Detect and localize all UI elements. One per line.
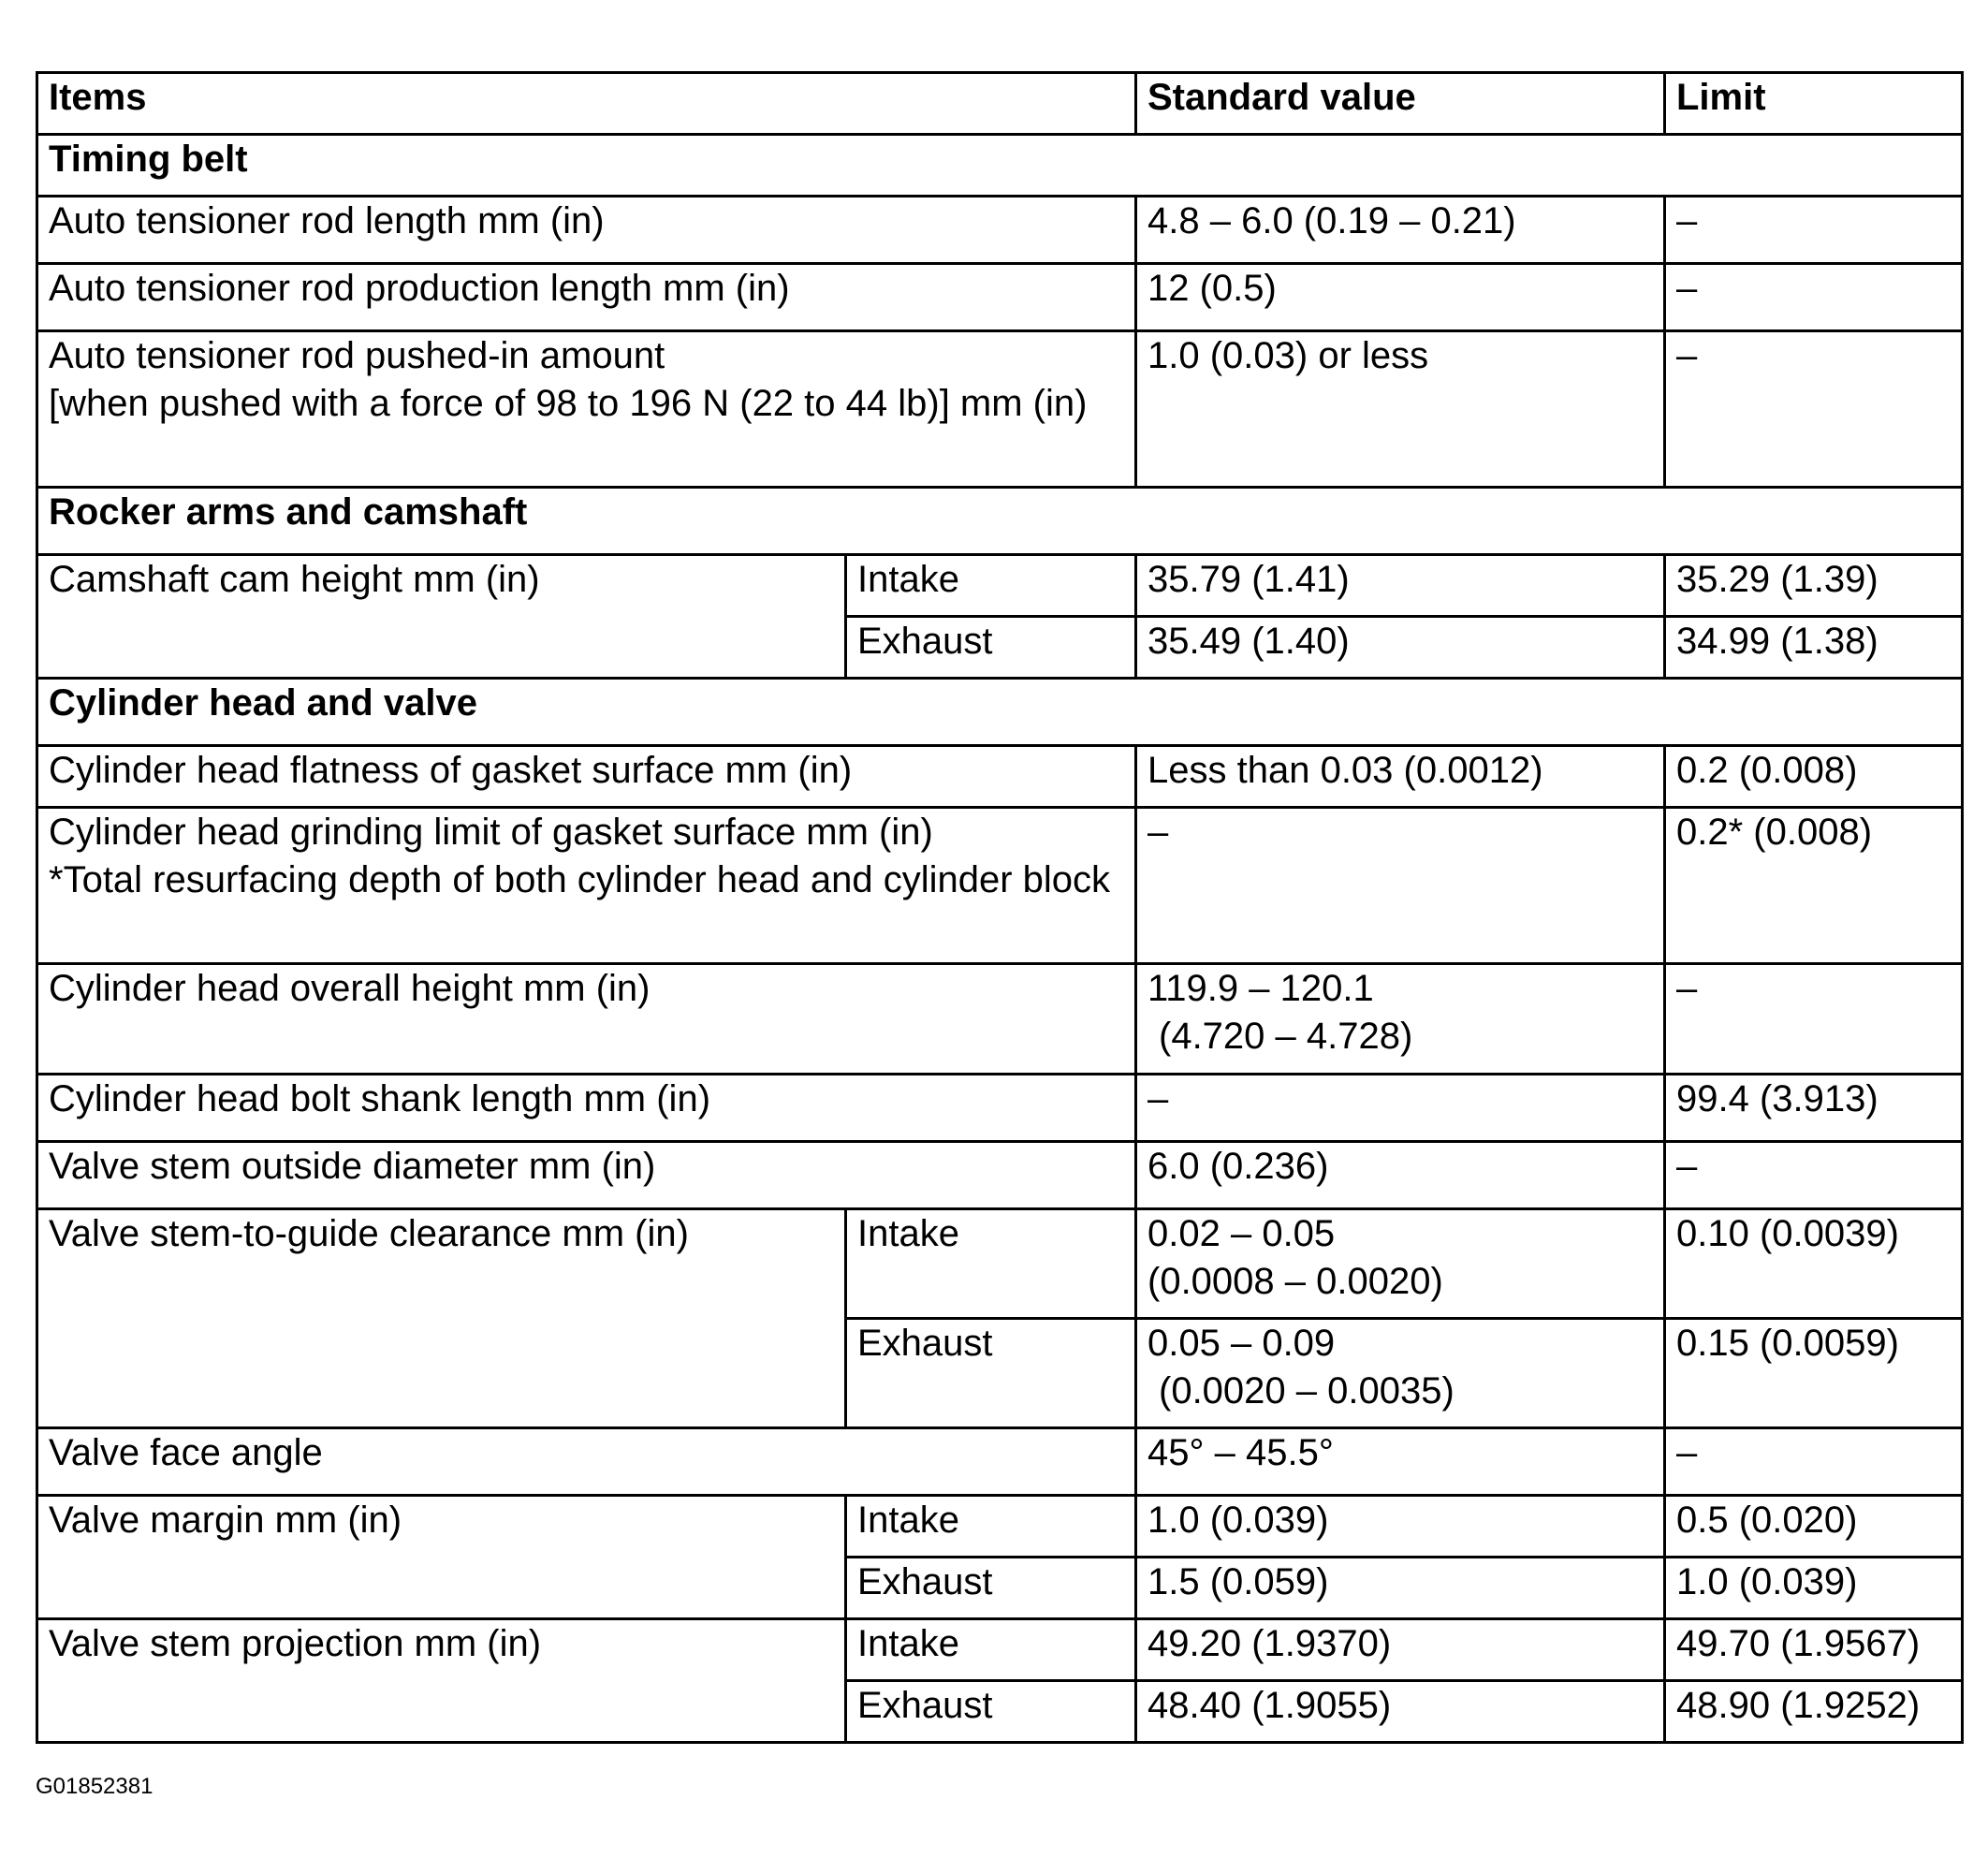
item-cell xyxy=(37,808,1136,964)
item-cell: Valve stem projection mm (in) xyxy=(37,1619,846,1743)
item-cell: Camshaft cam height mm (in) xyxy=(37,555,846,679)
section-title-timing-belt: Timing belt xyxy=(37,135,1963,197)
standard-cell: – xyxy=(1136,1075,1665,1142)
sub-item-cell: Intake xyxy=(846,1209,1136,1319)
standard-cell: 45° – 45.5° xyxy=(1136,1428,1665,1496)
limit-cell: 0.15 (0.0059) xyxy=(1665,1319,1963,1428)
standard-cell: 35.79 (1.41) xyxy=(1136,555,1665,617)
section-title-rocker-arms: Rocker arms and camshaft xyxy=(37,488,1963,555)
limit-cell: 48.90 (1.9252) xyxy=(1665,1681,1963,1743)
table-row xyxy=(37,964,1963,1075)
table-row xyxy=(37,1496,1963,1558)
table-row xyxy=(37,1428,1963,1496)
standard-cell: 49.20 (1.9370) xyxy=(1136,1619,1665,1681)
limit-cell: 99.4 (3.913) xyxy=(1665,1075,1963,1142)
sub-item-cell: Exhaust xyxy=(846,1319,1136,1428)
standard-cell: 48.40 (1.9055) xyxy=(1136,1681,1665,1743)
item-cell: Cylinder head flatness of gasket surface mm (in) xyxy=(37,746,1136,808)
item-cell: Auto tensioner rod length mm (in) xyxy=(37,197,1136,264)
specification-table xyxy=(36,71,1964,1744)
standard-cell: 4.8 – 6.0 (0.19 – 0.21) xyxy=(1136,197,1665,264)
limit-cell: 0.10 (0.0039) xyxy=(1665,1209,1963,1319)
limit-cell: 0.2 (0.008) xyxy=(1665,746,1963,808)
limit-cell: – xyxy=(1665,331,1963,488)
standard-line: (4.720 – 4.728) xyxy=(1159,1016,1413,1057)
table-row xyxy=(37,197,1963,264)
standard-cell xyxy=(1136,1209,1665,1319)
table-row xyxy=(37,1142,1963,1209)
limit-cell: 0.2* (0.008) xyxy=(1665,808,1963,964)
standard-line: (0.0020 – 0.0035) xyxy=(1159,1370,1454,1412)
standard-cell xyxy=(1136,1319,1665,1428)
table-row xyxy=(37,1209,1963,1319)
standard-cell: 12 (0.5) xyxy=(1136,264,1665,331)
figure-code: G01852381 xyxy=(36,1774,153,1799)
header-row xyxy=(37,73,1963,135)
sub-item-cell: Exhaust xyxy=(846,1558,1136,1619)
limit-cell: 1.0 (0.039) xyxy=(1665,1558,1963,1619)
item-cell: Valve face angle xyxy=(37,1428,1136,1496)
item-cell: Valve stem-to-guide clearance mm (in) xyxy=(37,1209,846,1428)
item-line: Cylinder head grinding limit of gasket surface mm (in) xyxy=(49,812,933,853)
sub-item-cell: Intake xyxy=(846,1619,1136,1681)
sub-item-cell: Intake xyxy=(846,1496,1136,1558)
limit-cell: – xyxy=(1665,197,1963,264)
item-cell: Cylinder head bolt shank length mm (in) xyxy=(37,1075,1136,1142)
sub-item-cell: Exhaust xyxy=(846,1681,1136,1743)
item-cell: Valve stem outside diameter mm (in) xyxy=(37,1142,1136,1209)
standard-cell: – xyxy=(1136,808,1665,964)
table-row xyxy=(37,808,1963,964)
standard-cell: 1.0 (0.03) or less xyxy=(1136,331,1665,488)
table-row xyxy=(37,264,1963,331)
header-items: Items xyxy=(37,73,1136,135)
section-row xyxy=(37,679,1963,746)
sub-item-cell: Intake xyxy=(846,555,1136,617)
item-cell: Valve margin mm (in) xyxy=(37,1496,846,1619)
header-limit: Limit xyxy=(1665,73,1963,135)
standard-line: (0.0008 – 0.0020) xyxy=(1147,1261,1443,1302)
item-line: *Total resurfacing depth of both cylinder head and cylinder block xyxy=(49,859,1111,900)
standard-cell: 35.49 (1.40) xyxy=(1136,617,1665,679)
limit-cell: – xyxy=(1665,1428,1963,1496)
section-row xyxy=(37,135,1963,197)
limit-cell: – xyxy=(1665,264,1963,331)
sub-item-cell: Exhaust xyxy=(846,617,1136,679)
standard-cell xyxy=(1136,964,1665,1075)
table-row xyxy=(37,1075,1963,1142)
item-line: Auto tensioner rod pushed-in amount xyxy=(49,335,665,376)
table-row xyxy=(37,1619,1963,1681)
standard-cell: 6.0 (0.236) xyxy=(1136,1142,1665,1209)
standard-cell: 1.5 (0.059) xyxy=(1136,1558,1665,1619)
table-row xyxy=(37,331,1963,488)
item-cell: Auto tensioner rod production length mm (in) xyxy=(37,264,1136,331)
table-row xyxy=(37,746,1963,808)
section-title-cylinder-head: Cylinder head and valve xyxy=(37,679,1963,746)
limit-cell: 34.99 (1.38) xyxy=(1665,617,1963,679)
header-standard-value: Standard value xyxy=(1136,73,1665,135)
standard-line: 0.05 – 0.09 xyxy=(1147,1323,1336,1364)
limit-cell: – xyxy=(1665,1142,1963,1209)
item-cell xyxy=(37,331,1136,488)
standard-cell: 1.0 (0.039) xyxy=(1136,1496,1665,1558)
limit-cell: 0.5 (0.020) xyxy=(1665,1496,1963,1558)
item-line: [when pushed with a force of 98 to 196 N (22 to 44 lb)] mm (in) xyxy=(49,383,1088,424)
limit-cell: – xyxy=(1665,964,1963,1075)
standard-line: 119.9 – 120.1 xyxy=(1147,968,1374,1009)
section-row xyxy=(37,488,1963,555)
item-cell: Cylinder head overall height mm (in) xyxy=(37,964,1136,1075)
standard-cell: Less than 0.03 (0.0012) xyxy=(1136,746,1665,808)
limit-cell: 35.29 (1.39) xyxy=(1665,555,1963,617)
standard-line: 0.02 – 0.05 xyxy=(1147,1213,1336,1254)
table-row xyxy=(37,555,1963,617)
limit-cell: 49.70 (1.9567) xyxy=(1665,1619,1963,1681)
